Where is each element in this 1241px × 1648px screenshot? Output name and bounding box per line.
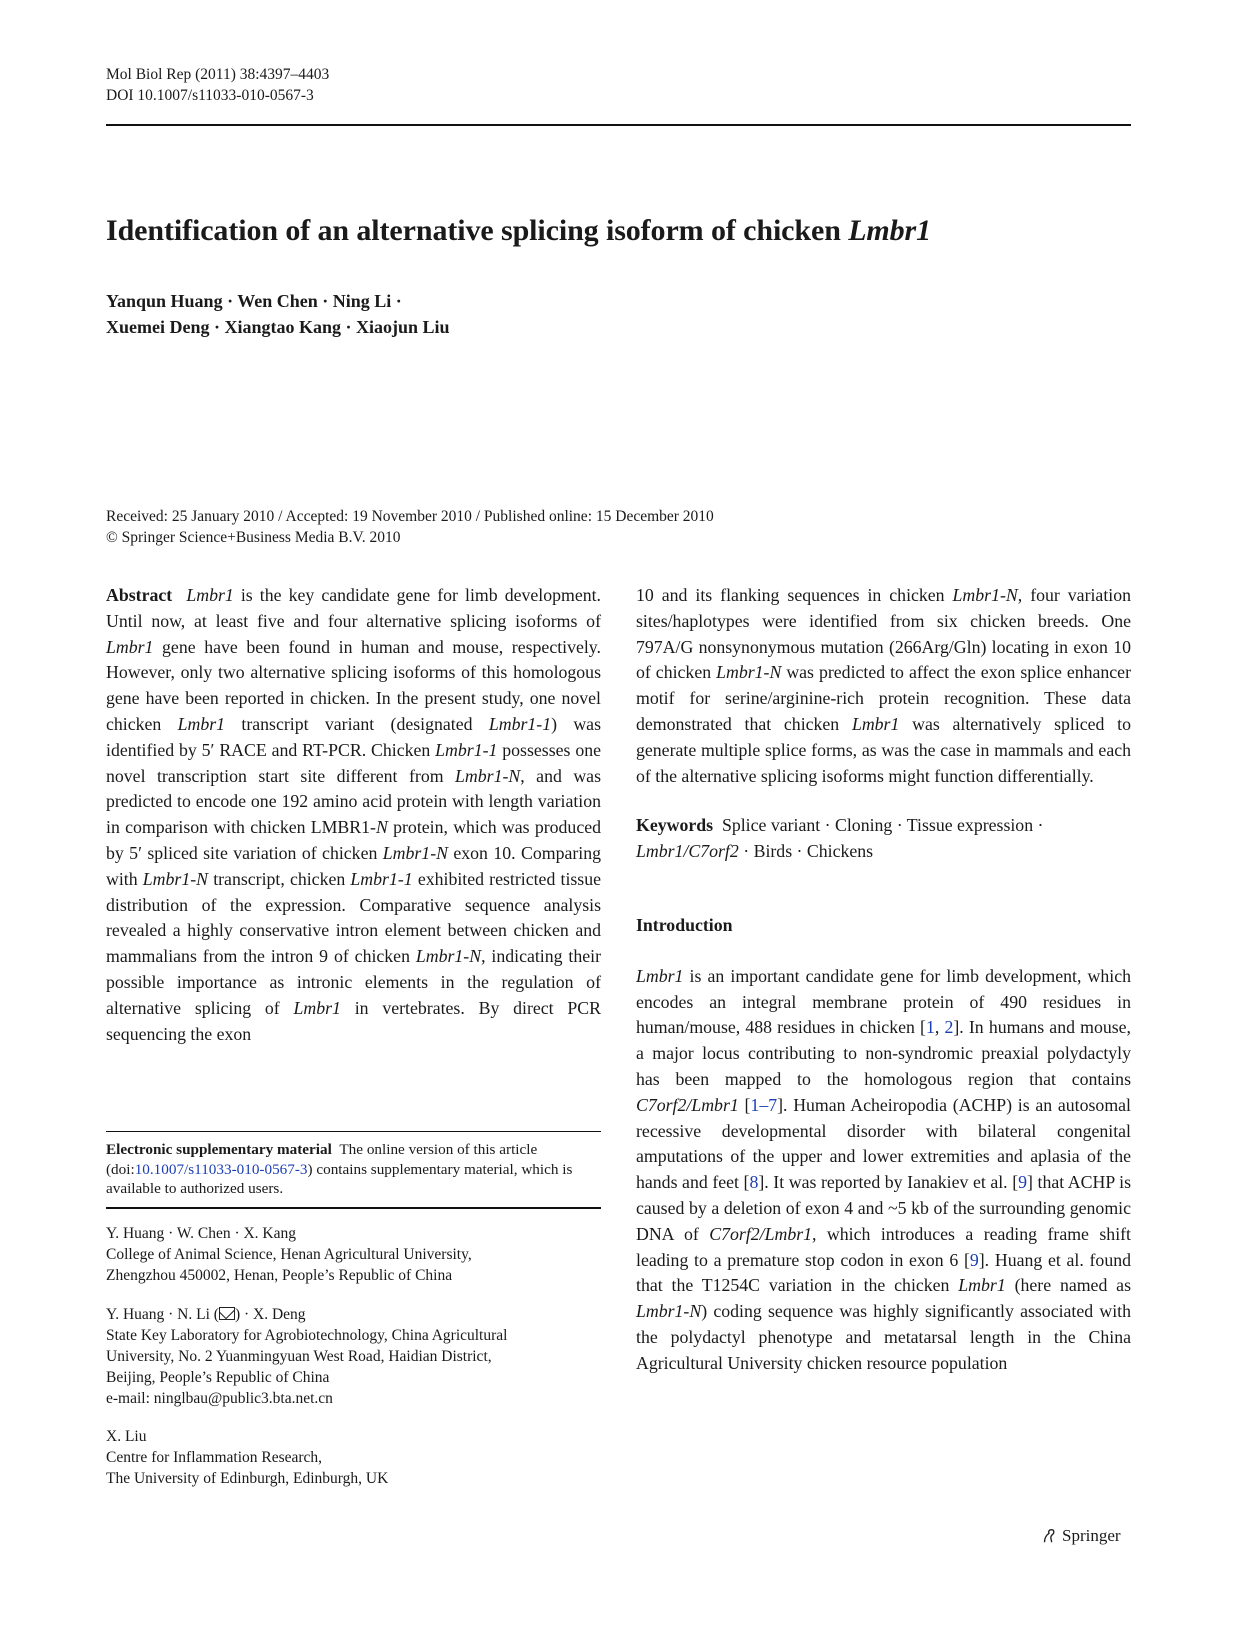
keywords-text: · Birds · Chickens: [738, 841, 874, 862]
term: Lmbr1-N: [716, 662, 782, 683]
term: Lmbr1-N: [455, 765, 521, 786]
names-part: Y. Huang · N. Li (: [106, 1306, 219, 1323]
copyright-line: © Springer Science+Business Media B.V. 2010: [106, 529, 401, 546]
term: Lmbr1/C7orf2: [636, 841, 739, 862]
affiliation-names: [106, 1304, 601, 1325]
intro-text: is an important candidate gene for limb development, which encodes an integral membrane protein of 490 residues in human/mouse, 488 residues in chicken [: [636, 965, 1131, 1038]
affiliation-names: Y. Huang · W. Chen · X. Kang: [106, 1225, 297, 1242]
journal-citation: Mol Biol Rep (2011) 38:4397–4403: [106, 66, 330, 83]
header-divider: [106, 124, 1131, 126]
citation-link[interactable]: 2: [944, 1017, 954, 1038]
authors-line-2: Xuemei Deng · Xiangtao Kang · Xiaojun Liu: [106, 317, 450, 337]
term: Lmbr1-N: [636, 1301, 702, 1322]
introduction-heading: Introduction: [636, 914, 733, 935]
term: Lmbr1: [186, 585, 234, 605]
article-title: [106, 214, 931, 248]
intro-text: ] that ACHP is caused by a deletion of exon 4 and ~5 kb of the surrounding genomic DNA of: [636, 1172, 1131, 1244]
intro-text: ,: [934, 1017, 945, 1038]
intro-text: ]. Human Acheiropodia (ACHP) is an autosomal recessive developmental disorder with bilateral congenital amputations of the upper and lower extremities and aplasia of the hands and feet [: [636, 1094, 1131, 1193]
abstract-text: possesses one novel transcription start site different from: [106, 739, 601, 786]
term: C7orf2/Lmbr1: [709, 1223, 813, 1244]
affiliation-line: The University of Edinburgh, Edinburgh, UK: [106, 1470, 389, 1487]
names-part: ) · X. Deng: [234, 1306, 306, 1323]
abstract-text: transcript, chicken: [208, 868, 351, 889]
term: Lmbr1: [958, 1275, 1006, 1296]
term: C7orf2/Lmbr1: [636, 1094, 739, 1115]
abstract-text: protein, which was produced by 5′ spliced site variation of chicken: [106, 817, 601, 863]
citation-link[interactable]: 1–7: [750, 1094, 778, 1115]
term: Lmbr1: [106, 636, 154, 657]
term: Lmbr1: [177, 713, 226, 734]
affiliation-divider: [106, 1207, 601, 1209]
supplementary-text: ) contains supplementary material, which is available to authorized users.: [106, 1160, 573, 1197]
term: N: [375, 817, 388, 838]
title-text: Identification of an alternative splicing isoform of chicken: [106, 214, 849, 247]
intro-text: ]. In humans and mouse, a major locus contributing to non-syndromic preaxial polydactyly has been mapped to the homologous region that contains: [636, 1017, 1131, 1089]
term: Lmbr1-N: [952, 585, 1018, 605]
abstract-text: , indicating their possible importance as intronic elements in the regulation of alternative splicing of: [106, 946, 601, 1018]
author-list: [106, 288, 450, 340]
term: Lmbr1-1: [350, 868, 413, 889]
affiliation-line: University, No. 2 Yuanmingyuan West Road, Haidian District,: [106, 1348, 492, 1365]
affiliation-line: Zhengzhou 450002, Henan, People’s Republic of China: [106, 1267, 453, 1284]
abstract-continued: [636, 583, 1131, 789]
citation-link[interactable]: 8: [749, 1172, 759, 1193]
keywords: [636, 813, 1131, 865]
affiliation-1: [106, 1223, 601, 1286]
abstract-text: was alternatively spliced to generate multiple splice forms, as was the case in mammals and each of the alternative splicing isoforms might function differentially.: [636, 713, 1131, 786]
intro-text: ]. It was reported by Ianakiev et al. [: [758, 1172, 1019, 1193]
affiliation-3: [106, 1426, 601, 1489]
affiliation-line: Centre for Inflammation Research,: [106, 1449, 323, 1466]
affiliation-line: State Key Laboratory for Agrobiotechnology, China Agricultural: [106, 1327, 508, 1344]
intro-text: , which introduces a reading frame shift leading to a premature stop codon in exon 6 [: [636, 1223, 1131, 1270]
abstract-paragraph: [106, 583, 601, 1047]
abstract-text: , four variation sites/haplotypes were identified from six chicken breeds. One 797A/G nonsynonymous mutation (266Arg/Gln) locating in exon 10 of chicken: [636, 585, 1131, 683]
abstract-text: gene have been found in human and mouse, respectively. However, only two alternative splicing isoforms of this homologous gene have been reported in chicken. In the present study, one novel chicken: [106, 636, 601, 734]
affiliation-line: Beijing, People’s Republic of China: [106, 1369, 330, 1386]
publication-dates: [106, 506, 714, 548]
right-column: [636, 583, 1131, 1377]
term: Lmbr1-N: [142, 868, 209, 889]
term: Lmbr1-N: [415, 946, 482, 967]
abstract-text: is the key candidate gene for limb development. Until now, at least five and four alternative splicing isoforms of: [106, 585, 601, 631]
abstract-text: transcript variant (designated: [225, 713, 489, 734]
envelope-icon: [219, 1307, 235, 1320]
publisher-name: Springer: [1062, 1526, 1121, 1545]
term: Lmbr1-1: [435, 739, 498, 760]
citation-link[interactable]: 9: [969, 1249, 979, 1270]
term: Lmbr1-N: [382, 842, 448, 863]
email-address[interactable]: e-mail: ninglbau@public3.bta.net.cn: [106, 1390, 333, 1407]
supplementary-label: Electronic supplementary material: [106, 1141, 332, 1158]
term: Lmbr1: [636, 965, 684, 986]
introduction-paragraph: [636, 964, 1131, 1377]
abstract-label: Abstract: [106, 585, 173, 605]
affiliation-2: [106, 1304, 601, 1409]
doi-link[interactable]: 10.1007/s11033-010-0567-3: [134, 1160, 308, 1178]
springer-horse-icon: [1040, 1527, 1058, 1545]
affiliation-line: College of Animal Science, Henan Agricultural University,: [106, 1246, 472, 1263]
abstract-text: , and was predicted to encode one 192 amino acid protein with length variation in comparison with chicken LMBR1-: [106, 765, 601, 838]
intro-text: (here named as: [1005, 1275, 1131, 1296]
citation-link[interactable]: 9: [1018, 1172, 1028, 1193]
journal-doi: DOI 10.1007/s11033-010-0567-3: [106, 87, 314, 104]
term: Lmbr1-1: [488, 713, 552, 734]
supplementary-text: The online version of this article (doi:: [106, 1141, 538, 1178]
abstract-text-split: in vertebrates. By direct PCR sequencing the exon: [106, 997, 601, 1044]
abstract-text: ) was identified by 5′ RACE and RT-PCR. Chicken: [106, 713, 601, 760]
publisher-footer: [1040, 1526, 1121, 1546]
abstract-text: was predicted to affect the exon splice enhancer motif for serine/arginine-rich protein recognition. These data demonstrated that chicken: [636, 662, 1131, 734]
title-gene: Lmbr1: [848, 214, 932, 247]
intro-text: ]. Huang et al. found that the T1254C variation in the chicken: [636, 1249, 1131, 1296]
abstract-text: exon 10. Comparing with: [106, 842, 601, 889]
dates-line: Received: 25 January 2010 / Accepted: 19 November 2010 / Published online: 15 December 2010: [106, 508, 714, 525]
keywords-text: Splice variant · Cloning · Tissue expression ·: [721, 815, 1044, 836]
term: Lmbr1: [293, 997, 341, 1018]
intro-text: [: [738, 1094, 751, 1115]
term: Lmbr1: [851, 713, 900, 734]
citation-link[interactable]: 1: [925, 1017, 935, 1038]
keywords-label: Keywords: [636, 815, 714, 836]
abstract-text-cont: 10 and its flanking sequences in chicken: [636, 585, 953, 605]
abstract-text: exhibited restricted tissue distribution of the expression. Comparative sequence analysis revealed a highly conservative intron element between chicken and mammalians from the intron 9 of chicken: [106, 868, 602, 967]
intro-text: ) coding sequence was highly significantly associated with the polydactyl phenotype and metatarsal length in the China Agricultural University chicken resource population: [636, 1301, 1131, 1373]
supplementary-note: [106, 1131, 601, 1199]
authors-line-1: Yanqun Huang · Wen Chen · Ning Li ·: [106, 291, 402, 311]
abstract-column: [106, 583, 601, 1047]
journal-header: [106, 64, 329, 106]
affiliation-names: X. Liu: [106, 1428, 147, 1445]
